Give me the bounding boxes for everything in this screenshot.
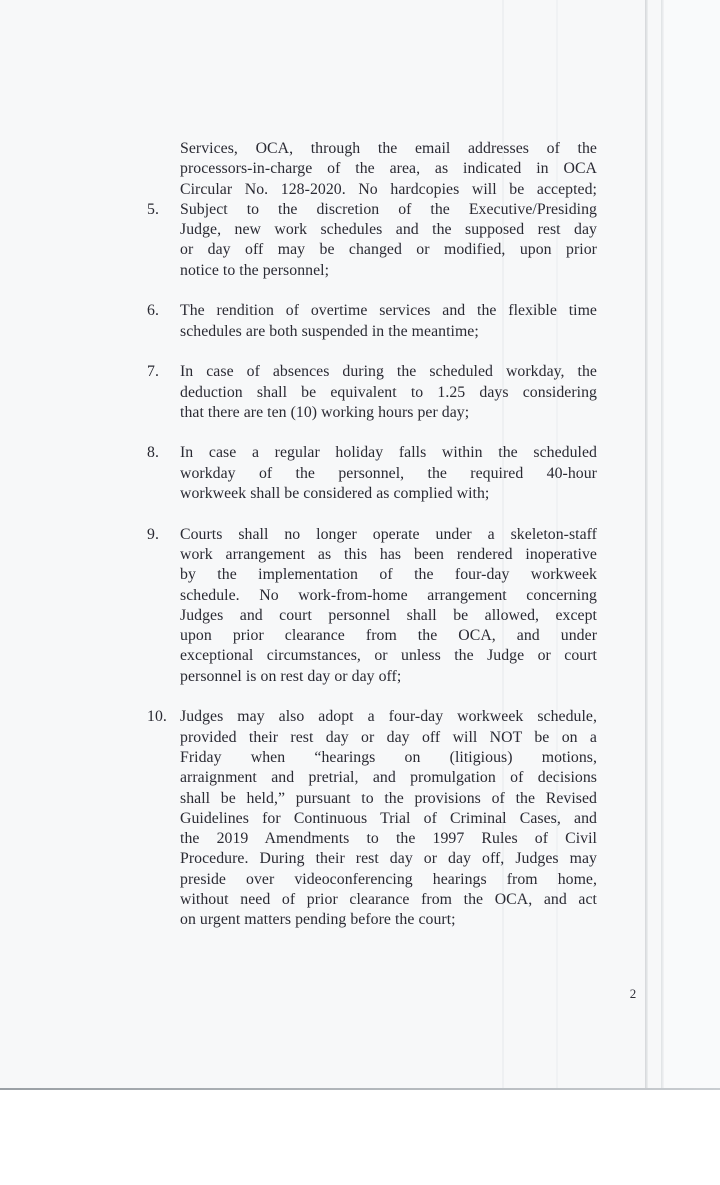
text-line: Procedure. During their rest day or day off, Judges may <box>180 850 597 868</box>
text-line: or day off may be changed or modified, upon prior <box>180 241 597 259</box>
page-bottom-edge <box>0 1088 720 1090</box>
item-text <box>180 443 597 504</box>
item-text <box>180 301 597 342</box>
list-item <box>147 443 597 504</box>
text-line: The rendition of overtime services and the flexible time <box>180 302 597 320</box>
list-item <box>147 200 597 281</box>
text-line: on urgent matters pending before the court; <box>180 911 456 929</box>
item-number: 10. <box>147 708 167 726</box>
item-number: 9. <box>147 525 159 543</box>
item-text <box>180 707 597 930</box>
text-line: workday of the personnel, the required 40-hour <box>180 464 597 482</box>
text-line: Judges may also adopt a four-day workweek schedule, <box>180 708 597 726</box>
text-line: the 2019 Amendments to the 1997 Rules of Civil <box>180 830 597 848</box>
text-line: deduction shall be equivalent to 1.25 days considering <box>180 383 597 401</box>
text-line: In case of absences during the scheduled workday, the <box>180 363 597 381</box>
text-line: Judges and court personnel shall be allowed, except <box>180 606 597 624</box>
page-number: 2 <box>629 986 637 1001</box>
text-line: by the implementation of the four-day workweek <box>180 566 597 584</box>
list-item <box>147 362 597 423</box>
text-line: Subject to the discretion of the Executive/Presiding <box>180 200 597 218</box>
item-text <box>180 362 597 423</box>
text-line: schedules are both suspended in the meantime; <box>180 322 479 340</box>
scan-right-margin-strip <box>664 0 720 1090</box>
document-body <box>147 139 597 931</box>
item-text <box>180 525 597 687</box>
text-line: Courts shall no longer operate under a skeleton-staff <box>180 525 597 543</box>
text-line: In case a regular holiday falls within the scheduled <box>180 444 597 462</box>
text-line: workweek shall be considered as complied with; <box>180 485 490 503</box>
text-line: arraignment and pretrial, and promulgation of decisions <box>180 769 597 787</box>
text-line: that there are ten (10) working hours per day; <box>180 403 470 421</box>
item-number: 6. <box>147 302 159 320</box>
text-line: notice to the personnel; <box>180 261 330 279</box>
list-item <box>147 301 597 342</box>
text-line: processors-in-charge of the area, as indicated in OCA <box>180 160 597 178</box>
list-item <box>147 525 597 687</box>
item-number: 5. <box>147 200 159 218</box>
text-line: Judge, new work schedules and the supposed rest day <box>180 221 597 239</box>
text-line: preside over videoconferencing hearings from home, <box>180 870 597 888</box>
text-line: Circular No. 128-2020. No hardcopies will be accepted; <box>180 180 597 198</box>
text-line: Friday when “hearings on (litigious) motions, <box>180 748 597 766</box>
list-item <box>147 707 597 930</box>
text-line: schedule. No work-from-home arrangement concerning <box>180 586 597 604</box>
text-line: provided their rest day or day off will NOT be on a <box>180 728 597 746</box>
text-line: without need of prior clearance from the OCA, and act <box>180 890 597 908</box>
text-line: shall be held,” pursuant to the provisions of the Revised <box>180 789 597 807</box>
item-number: 8. <box>147 444 159 462</box>
text-line: Guidelines for Continuous Trial of Criminal Cases, and <box>180 809 597 827</box>
text-line: upon prior clearance from the OCA, and under <box>180 627 597 645</box>
scan-page-edge-line <box>645 0 648 1090</box>
numbered-list <box>147 200 597 931</box>
text-line: personnel is on rest day or day off; <box>180 667 402 685</box>
continuation-paragraph <box>180 139 597 200</box>
text-line: exceptional circumstances, or unless the Judge or court <box>180 647 597 665</box>
text-line: work arrangement as this has been rendered inoperative <box>180 545 597 563</box>
text-line: Services, OCA, through the email addresses of the <box>180 140 597 157</box>
item-text <box>180 200 597 281</box>
scan-page-edge-line <box>661 0 664 1090</box>
item-number: 7. <box>147 363 159 381</box>
